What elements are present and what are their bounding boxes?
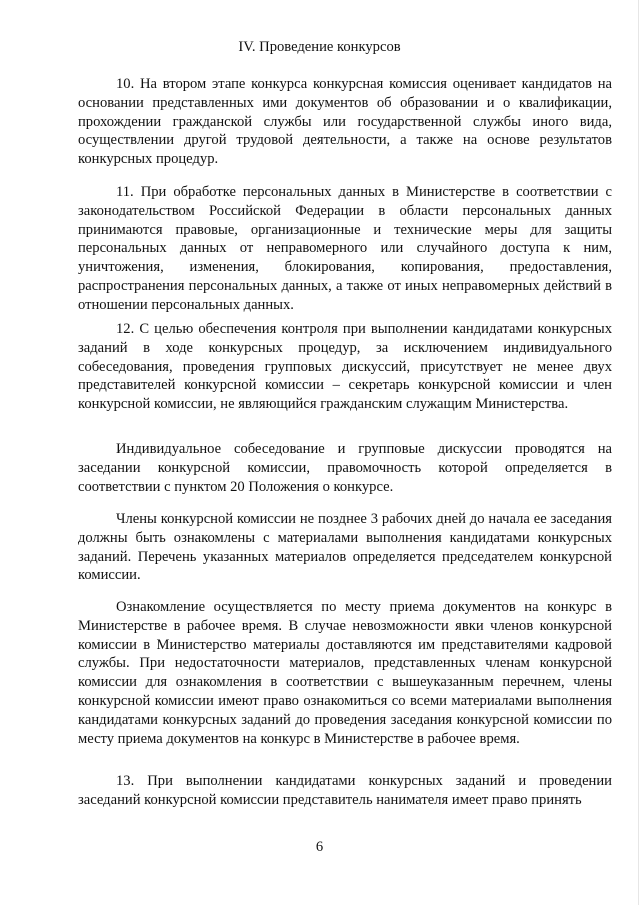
paragraph-interview: Индивидуальное собеседование и групповые дискуссии проводятся на заседании конкурсной комиссии, правомочность которой определяется в соответствии с пунктом 20 Положения о конкурсе.: [78, 441, 612, 495]
page-number: 6: [315, 839, 324, 855]
paragraph-10: 10. На втором этапе конкурса конкурсная комиссия оценивает кандидатов на основании представленных ими документов об образовании и о квалификации, прохождении гражданской службы или государственной службы иного вида, осуществлении другой трудовой деятельности, а также на основе результатов конкурсных процедур.: [78, 76, 612, 168]
paragraph-11: 11. При обработке персональных данных в Министерстве в соответствии с законодательством Российской Федерации в области персональных данных принимаются правовые, организационные и технические меры для защиты персональных данных от неправомерного или случайного доступа к ним, уничтожения, изменения, блокирования, копирования, предоставления, распространения персональных данных, а также от иных неправомерных действий в отношении персональных данных.: [78, 184, 612, 313]
section-title: IV. Проведение конкурсов: [238, 39, 401, 55]
paragraph-members-review: Члены конкурсной комиссии не позднее 3 рабочих дней до начала ее заседания должны быть ознакомлены с материалами выполнения кандидатами конкурсных заданий. Перечень указанных материалов определяется председателем конкурсной комиссии.: [78, 511, 612, 584]
paragraph-familiarization: Ознакомление осуществляется по месту приема документов на конкурс в Министерстве в рабочее время. В случае невозможности явки членов конкурсной комиссии в Министерство материалы доставляются им представителями кадровой службы. При недостаточности материалов, представленных членам конкурсной комиссии для ознакомления в соответствии с вышеуказанным перечнем, члены конкурсной комиссии имеют право ознакомиться со всеми материалами выполнения кандидатами конкурсных заданий до проведения заседания конкурсной комиссии по месту приема документов на конкурс в Министерстве в рабочее время.: [78, 599, 612, 747]
paragraph-13: 13. При выполнении кандидатами конкурсных заданий и проведении заседаний конкурсной комиссии представитель нанимателя имеет право принять: [78, 773, 612, 808]
paragraph-12: 12. С целью обеспечения контроля при выполнении кандидатами конкурсных заданий в ходе конкурсных процедур, за исключением индивидуального собеседования, проведения групповых дискуссий, присутствует не менее двух представителей конкурсной комиссии – секретарь конкурсной комиссии и член конкурсной комиссии, не являющийся гражданским служащим Министерства.: [78, 321, 612, 413]
